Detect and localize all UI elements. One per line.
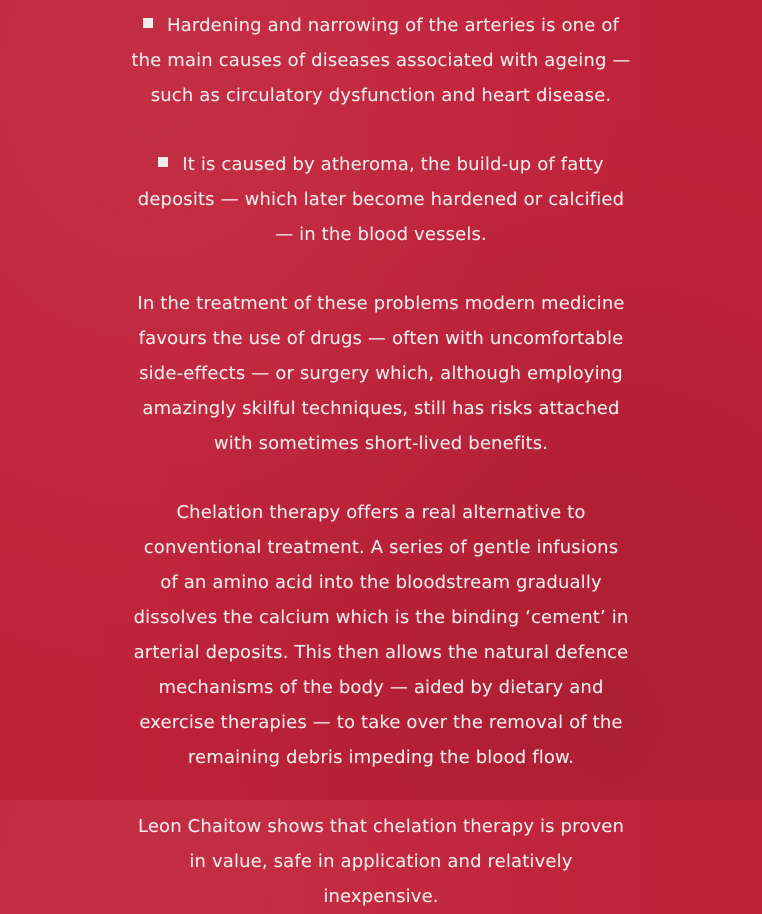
text-line: dissolves the calcium which is the binding ‘cement’ in bbox=[133, 607, 629, 628]
bullet-square-icon bbox=[143, 18, 153, 28]
text-line: remaining debris impeding the blood flow. bbox=[187, 747, 575, 768]
text-line: with sometimes short-lived benefits. bbox=[213, 433, 549, 454]
bullet-square-icon bbox=[158, 157, 168, 167]
bullet-paragraph-atheroma bbox=[0, 147, 762, 252]
text-line: of an amino acid into the bloodstream gradually bbox=[160, 572, 602, 593]
text-line: Chelation therapy offers a real alternative to bbox=[176, 502, 586, 523]
text-line: It is caused by atheroma, the build-up of fatty bbox=[0, 147, 762, 182]
text-line: — in the blood vessels. bbox=[275, 224, 487, 245]
text-line: the main causes of diseases associated with ageing — bbox=[131, 50, 631, 71]
text-line: amazingly skilful techniques, still has risks attached bbox=[142, 398, 620, 419]
paragraph-author bbox=[0, 809, 762, 914]
text-line: mechanisms of the body — aided by dietary and bbox=[158, 677, 604, 698]
text-line: exercise therapies — to take over the removal of the bbox=[139, 712, 623, 733]
text-line: in value, safe in application and relatively bbox=[189, 851, 573, 872]
text-line: side-effects — or surgery which, although employing bbox=[139, 363, 623, 384]
paragraph-treatment bbox=[0, 286, 762, 461]
text-line: favours the use of drugs — often with uncomfortable bbox=[138, 328, 624, 349]
text-line: inexpensive. bbox=[323, 886, 439, 907]
text-line: such as circulatory dysfunction and heart disease. bbox=[150, 85, 612, 106]
text-line: conventional treatment. A series of gentle infusions bbox=[143, 537, 619, 558]
text-line: arterial deposits. This then allows the natural defence bbox=[133, 642, 629, 663]
text-line: In the treatment of these problems modern medicine bbox=[137, 293, 625, 314]
text-line: Hardening and narrowing of the arteries is one of bbox=[0, 8, 762, 43]
text-line: deposits — which later become hardened or calcified bbox=[137, 189, 625, 210]
text-line: Leon Chaitow shows that chelation therapy is proven bbox=[137, 816, 625, 837]
bullet-paragraph-arteries bbox=[0, 8, 762, 113]
paragraph-chelation bbox=[0, 495, 762, 775]
